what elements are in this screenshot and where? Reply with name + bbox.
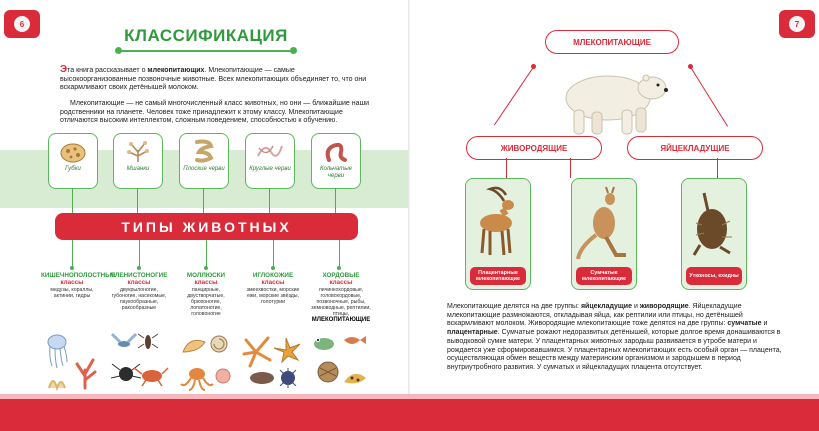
card-caption: Плацентарные млекопитающие (470, 267, 526, 285)
type-card-sponges (48, 133, 98, 189)
type-label: Кольчатые черви (320, 166, 352, 179)
intro-paragraph-1: Эта книга рассказывает о млекопитающих. Млекопитающие — самые высокоорганизованные позвоночные животные. Всех млекопитающих объединяет то, что они вскармливают своих детёнышей молоком. (60, 64, 367, 92)
bryozoan-icon (123, 138, 153, 164)
mammals-highlight: МЛЕКОПИТАЮЩИЕ (311, 317, 371, 323)
phylum-members: личинкохордовые, головохордовые, позвоночные, рыбы, земноводные, рептилии, птицы, МЛЕКОПИТАЮЩИЕ (311, 287, 371, 323)
right-paragraph: Млекопитающие делятся на две группы: яйцекладущие и живородящие. Яйцекладущие млекопитающие размножаются, откладывая яйца, как рептилии или птицы, но детёнышей вскармливают молоком. Живородящие млекопитающие тоже делятся на две группы: сумчатые и плацентарные. Сумчатые рожают недоразвитых детёнышей, которые долгое время донашиваются в выводковой сумке матери. У плацентарных животных зародыш развивается в утробе матери и рождается уже сформировавшимся. У плацентарных млекопитающих есть особый орган — плацента, осуществляющая обмен веществ между материнским организмом и зародышем в период внутриутробного развития. У сумчатых и яйцекладущих плацента отсутствует. (447, 303, 782, 371)
phylum-name: МОЛЛЮСКИ (186, 272, 226, 279)
phylum-column (108, 272, 170, 311)
type-label: Мшанки (126, 166, 150, 172)
phylum-column (242, 272, 304, 305)
connector-line (335, 188, 336, 213)
connector-line (273, 240, 274, 268)
left-page-tab (4, 10, 40, 38)
arthropods-illustration (108, 330, 170, 392)
phylum-members: двукрылоногие, губоногие, насекомые, паукообразные, ракообразные (111, 287, 167, 311)
tree-connector (570, 158, 571, 178)
molluscs-illustration (175, 330, 237, 392)
classes-label: классы (329, 279, 353, 286)
type-card-annelids (311, 133, 361, 189)
cnidarians-illustration (41, 330, 103, 392)
type-label: Круглые черви (249, 166, 291, 172)
tree-connector (494, 67, 534, 126)
tree-connector-dot (688, 64, 693, 69)
type-card-roundworms (245, 133, 295, 189)
bottom-band (0, 399, 819, 431)
phylum-members: медузы, кораллы, актинии, гидры (50, 287, 94, 299)
intro-paragraph-2: Млекопитающие — не самый многочисленный класс животных, но они — ближайшие наши родственники на планете. Человек тоже принадлежит к этому классу. Млекопитающие отличаются высоким интеллектом, сложным поведением, способностью к обучению. (60, 100, 370, 125)
phylum-name: КИШЕЧНОПОЛОСТНЫЕ (41, 272, 116, 279)
classes-label: классы (60, 279, 84, 286)
phylum-name: ЧЛЕНИСТОНОГИЕ (110, 272, 168, 279)
viviparous-node: ЖИВОРОДЯЩИЕ (466, 136, 602, 160)
connector-line (206, 240, 207, 268)
card-caption: Утконосы, ехидны (686, 267, 742, 285)
annelid-icon (321, 138, 351, 164)
phylum-column (41, 272, 116, 299)
type-label: Плоские черви (183, 166, 225, 172)
connector-line (269, 188, 270, 213)
right-page-number: 7 (789, 16, 805, 32)
ibex-illustration (470, 185, 526, 263)
types-banner: ТИПЫ ЖИВОТНЫХ (55, 213, 358, 240)
connector-dot (137, 266, 141, 270)
right-page-tab (779, 10, 815, 38)
echinoderms-illustration (242, 330, 304, 392)
connector-dot (204, 266, 208, 270)
phylum-column (308, 272, 374, 323)
roundworm-icon (255, 138, 285, 164)
type-card-bryozoans (113, 133, 163, 189)
tree-root-node: МЛЕКОПИТАЮЩИЕ (545, 30, 679, 54)
connector-line (72, 240, 73, 268)
title-underline (118, 50, 294, 52)
tree-connector-dot (531, 64, 536, 69)
connector-line (137, 188, 138, 213)
connector-dot (337, 266, 341, 270)
tree-connector (690, 67, 728, 127)
phylum-members: змеехвостки, морские ежи, морские звёзды, голотурии (246, 287, 300, 305)
drop-cap: Э (60, 64, 68, 75)
flatworm-icon (189, 138, 219, 164)
connector-line (203, 188, 204, 213)
page-title: КЛАССИФИКАЦИЯ (124, 26, 288, 45)
tree-connector (506, 158, 507, 178)
connector-line (339, 240, 340, 268)
sponge-icon (58, 138, 88, 164)
classes-label: классы (127, 279, 151, 286)
echidna-illustration (686, 185, 742, 263)
phylum-name: ХОРДОВЫЕ (322, 272, 360, 279)
monotreme-card (681, 178, 747, 290)
left-page-number: 6 (14, 16, 30, 32)
type-card-flatworms (179, 133, 229, 189)
phylum-members: панцирные, двустворчатые, брюхоногие, лопатоногие, головоногие (187, 287, 225, 317)
type-label: Губки (65, 166, 81, 172)
phylum-name: ИГЛОКОЖИЕ (252, 272, 294, 279)
kangaroo-illustration (576, 185, 632, 263)
tree-connector (717, 158, 718, 178)
marsupial-card (571, 178, 637, 290)
oviparous-node: ЯЙЦЕКЛАДУЩИЕ (627, 136, 763, 160)
placental-card (465, 178, 531, 290)
card-caption: Сумчатые млекопитающие (576, 267, 632, 285)
classes-label: классы (194, 279, 218, 286)
classes-label: классы (261, 279, 285, 286)
page-gutter (408, 0, 410, 431)
connector-dot (70, 266, 74, 270)
chordates-illustration (308, 330, 370, 392)
connector-dot (271, 266, 275, 270)
connector-line (72, 188, 73, 213)
phylum-column (175, 272, 237, 317)
connector-line (139, 240, 140, 268)
polar-bear-illustration (548, 58, 678, 140)
